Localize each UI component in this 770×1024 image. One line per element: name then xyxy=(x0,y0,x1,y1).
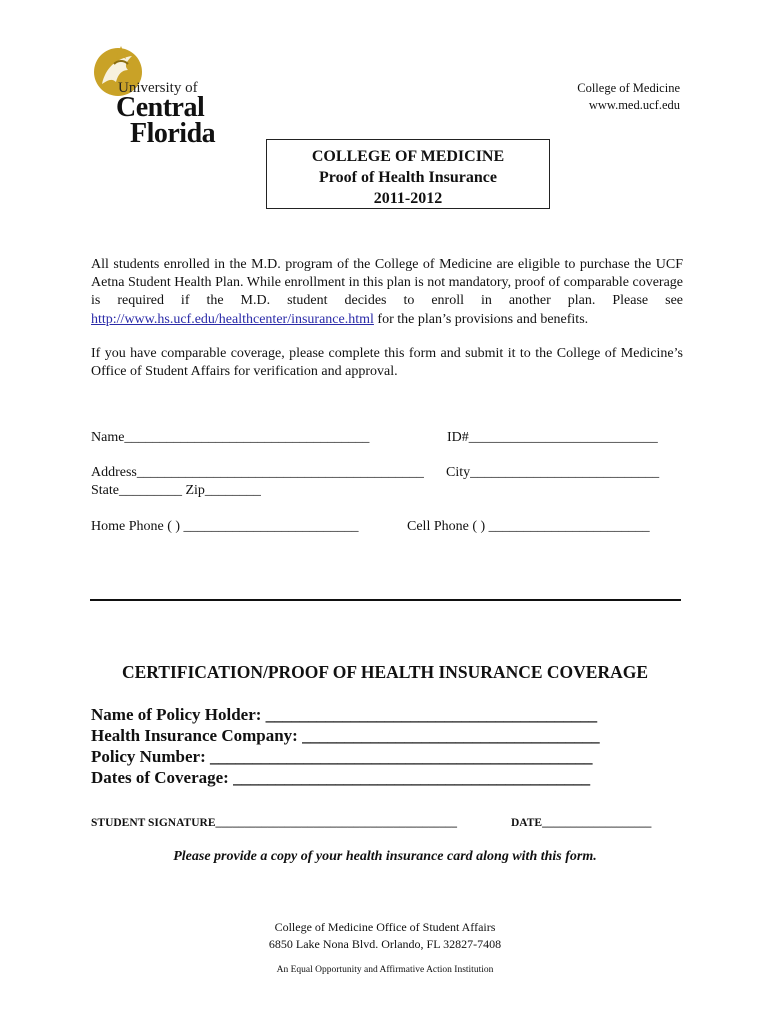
title-line-2: Proof of Health Insurance xyxy=(319,169,497,186)
insurance-link[interactable]: http://www.hs.ucf.edu/healthcenter/insurance.html xyxy=(91,311,374,327)
ucf-logo xyxy=(88,44,248,149)
date-field[interactable]: DATE___________________ xyxy=(511,817,652,829)
policy-holder-field[interactable]: Name of Policy Holder: _______________________________________ xyxy=(91,705,598,724)
title-box xyxy=(266,139,550,209)
intro-text: All students enrolled in the M.D. program of the College of Medicine are eligible to purchase the UCF Aetna Student Health Plan. While enrollment in this plan is not mandatory, proof of comparable coverage is required if the M.D. student decides to enroll in another plan. Please see xyxy=(91,257,683,309)
section-divider xyxy=(90,599,681,601)
cell-phone-field[interactable]: Cell Phone ( ) _______________________ xyxy=(407,519,650,534)
footer-office: College of Medicine Office of Student Affairs xyxy=(274,920,496,934)
city-field[interactable]: City___________________________ xyxy=(446,465,660,480)
header-college: College of Medicine xyxy=(577,81,680,95)
coverage-dates-field[interactable]: Dates of Coverage: __________________________________________ xyxy=(91,768,591,787)
insurance-card-instruction: Please provide a copy of your health insurance card along with this form. xyxy=(173,849,597,864)
title-line-1: COLLEGE OF MEDICINE xyxy=(311,148,505,165)
header-contact xyxy=(577,80,680,114)
logo-text-florida: Florida xyxy=(130,118,216,149)
footer-address xyxy=(0,919,770,953)
intro-paragraph xyxy=(91,256,683,329)
footer-eeo-statement: An Equal Opportunity and Affirmative Action Institution xyxy=(276,965,494,975)
header-website: www.med.ucf.edu xyxy=(588,98,680,112)
home-phone-field[interactable]: Home Phone ( ) _________________________ xyxy=(91,519,359,534)
instructions-paragraph: If you have comparable coverage, please complete this form and submit it to the College of Medicine’s Office of Student Affairs for verification and approval. xyxy=(91,346,683,380)
policy-number-field[interactable]: Policy Number: _____________________________________________ xyxy=(91,747,593,766)
logo-text-university-of: University of xyxy=(118,80,198,96)
title-line-3: 2011-2012 xyxy=(373,190,443,207)
certification-heading: CERTIFICATION/PROOF OF HEALTH INSURANCE COVERAGE xyxy=(121,662,649,682)
logo-text-central: Central xyxy=(116,92,205,123)
footer-street: 6850 Lake Nona Blvd. Orlando, FL 32827-7408 xyxy=(268,937,502,951)
address-field[interactable]: Address_________________________________________ xyxy=(91,465,424,480)
id-field[interactable]: ID#___________________________ xyxy=(447,430,658,445)
student-signature-field[interactable]: STUDENT SIGNATURE__________________________________________ xyxy=(91,817,458,829)
insurance-company-field[interactable]: Health Insurance Company: ___________________________________ xyxy=(91,726,600,745)
intro-text-end: for the plan’s provisions and benefits. xyxy=(373,311,589,327)
name-field[interactable]: Name___________________________________ xyxy=(91,430,370,445)
state-zip-field[interactable]: State_________ Zip________ xyxy=(91,483,261,498)
